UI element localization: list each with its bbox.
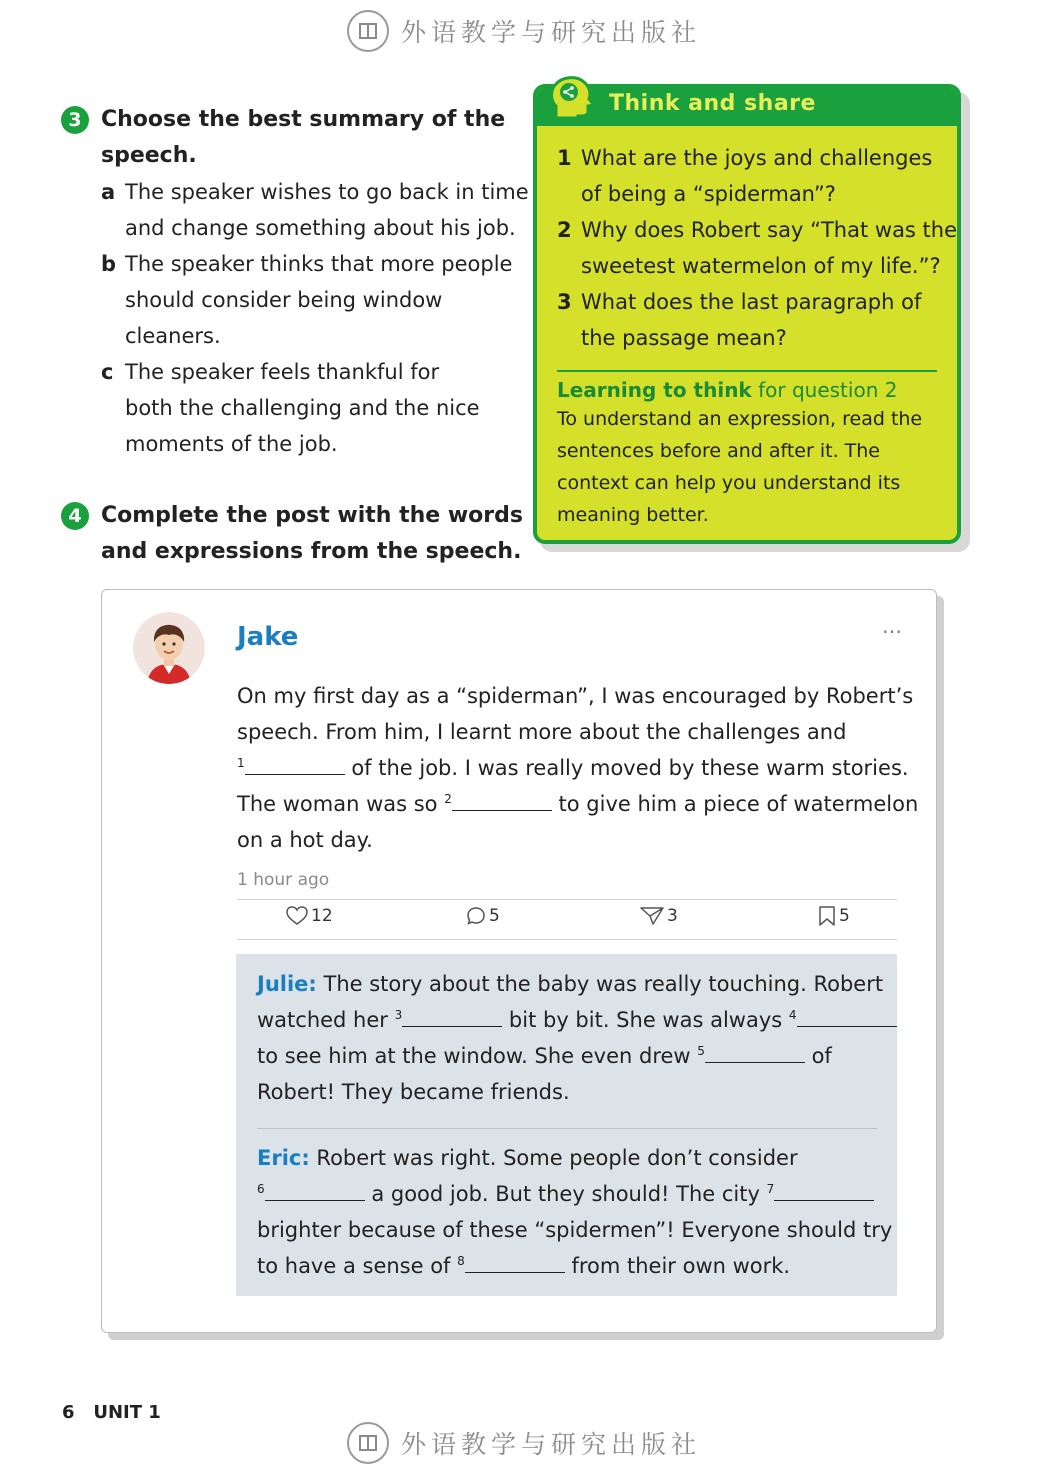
blank-2[interactable]: [452, 790, 552, 811]
stats-bottom-rule: [237, 939, 897, 940]
option-c-line2: both the challenging and the nice: [125, 396, 480, 420]
post-line-4-a: The woman was so: [237, 792, 445, 816]
post-line-3: [237, 750, 907, 786]
blank-8[interactable]: [465, 1252, 565, 1273]
julie-line-3: [257, 1038, 897, 1074]
eric-name[interactable]: Eric:: [257, 1146, 310, 1170]
eric-line-4-b: from their own work.: [564, 1254, 791, 1278]
share-count: 3: [667, 906, 678, 926]
julie-line-4: Robert! They became friends.: [257, 1080, 570, 1104]
option-a-line2: and change something about his job.: [125, 216, 516, 240]
blank-2-number: 2: [444, 792, 452, 806]
exercise-4-title-line1: Complete the post with the words: [101, 503, 523, 528]
eric-line-3: brighter because of these “spidermen”! Everyone should try: [257, 1218, 893, 1242]
jake-avatar[interactable]: [133, 612, 205, 684]
eric-line-1: [257, 1140, 897, 1176]
option-b-line2: should consider being window: [125, 288, 443, 312]
option-b-line1: The speaker thinks that more people: [125, 252, 513, 276]
bookmark-button[interactable]: [818, 906, 850, 926]
replies-panel: [236, 954, 897, 1296]
share-button[interactable]: [640, 906, 678, 926]
option-c-line1: The speaker feels thankful for: [125, 360, 440, 384]
eric-line-2: [257, 1176, 897, 1212]
exercise-4-badge: 4: [61, 502, 89, 530]
exercise-4-title-line2: and expressions from the speech.: [101, 539, 522, 564]
exercise-3-title-line1: Choose the best summary of the: [101, 107, 506, 132]
learning-to-think-title: [557, 378, 897, 402]
ts-question-3-line1: What does the last paragraph of: [581, 290, 922, 314]
post-line-4-b: to give him a piece of watermelon: [551, 792, 919, 816]
ts-question-2-line1: Why does Robert say “That was the: [581, 218, 958, 242]
julie-name[interactable]: Julie:: [257, 972, 317, 996]
julie-line-1: [257, 966, 897, 1002]
comment-button[interactable]: [466, 906, 500, 926]
ts-question-3-line2: the passage mean?: [581, 326, 787, 350]
learning-to-think-text: To understand an expression, read the sentences before and after it. The context can help you understand its meaning better.: [557, 408, 923, 526]
option-c-letter: c: [101, 360, 114, 384]
option-c-line3: moments of the job.: [125, 432, 338, 456]
blank-7-number: 7: [766, 1182, 775, 1196]
publisher-name: 外语教学与研究出版社: [400, 18, 701, 47]
publisher-name-bottom: 外语教学与研究出版社: [400, 1430, 701, 1459]
post-author-name[interactable]: Jake: [237, 622, 299, 652]
eric-line-2-a: a good job. But they should! The city: [364, 1182, 767, 1206]
think-share-box: [533, 84, 961, 544]
page-number: 6: [62, 1402, 75, 1423]
julie-line-2-a: watched her: [257, 1008, 395, 1032]
blank-4[interactable]: [797, 1006, 897, 1027]
heart-icon: [286, 906, 308, 926]
blank-6-number: 6: [257, 1182, 265, 1196]
exercise-3-badge: 3: [61, 106, 89, 134]
ts-question-1-line2: of being a “spiderman”?: [581, 182, 836, 206]
reply-divider: [257, 1128, 877, 1129]
ts-question-1-num: 1: [557, 146, 572, 170]
exercise-3-title-line2: speech.: [101, 143, 197, 168]
option-b-line3: cleaners.: [125, 324, 221, 348]
publisher-seal-icon-bottom: [347, 1422, 389, 1464]
julie-line-2-b: bit by bit. She was always: [502, 1008, 789, 1032]
ts-question-2-line2: sweetest watermelon of my life.”?: [581, 254, 941, 278]
bookmark-count: 5: [839, 906, 850, 926]
publisher-watermark-top: [0, 6, 1048, 56]
eric-line-4-a: to have a sense of: [257, 1254, 458, 1278]
unit-label: UNIT 1: [93, 1402, 161, 1423]
publisher-seal-icon: [347, 10, 389, 52]
julie-line-1-text: The story about the baby was really touching. Robert: [316, 972, 884, 996]
eric-line-1-text: Robert was right. Some people don’t consider: [309, 1146, 798, 1170]
blank-8-number: 8: [457, 1254, 465, 1268]
option-a-line1: The speaker wishes to go back in time: [125, 180, 529, 204]
learning-to-think-rest: for question 2: [751, 378, 898, 402]
blank-1[interactable]: [245, 754, 345, 775]
post-line-2: speech. From him, I learnt more about the challenges and: [237, 720, 847, 744]
post-line-3-text: of the job. I was really moved by these warm stories.: [344, 756, 909, 780]
blank-3-number: 3: [394, 1008, 403, 1022]
eric-line-4: [257, 1248, 897, 1284]
share-icon: [640, 906, 664, 926]
bookmark-icon: [818, 906, 836, 926]
blank-4-number: 4: [788, 1008, 797, 1022]
blank-5[interactable]: [705, 1042, 805, 1063]
julie-line-2: [257, 1002, 897, 1038]
stats-top-rule: [237, 899, 897, 900]
think-share-head-icon: [548, 72, 598, 122]
blank-1-number: 1: [237, 756, 245, 770]
post-timestamp: 1 hour ago: [237, 870, 330, 890]
comment-count: 5: [489, 906, 500, 926]
post-line-5: on a hot day.: [237, 828, 373, 852]
like-button[interactable]: [286, 906, 333, 926]
blank-7[interactable]: [774, 1180, 874, 1201]
blank-3[interactable]: [402, 1006, 502, 1027]
post-line-4: [237, 786, 919, 822]
more-options-icon[interactable]: …: [882, 614, 903, 638]
post-line-1: On my first day as a “spiderman”, I was encouraged by Robert’s: [237, 684, 914, 708]
blank-5-number: 5: [697, 1044, 705, 1058]
learning-to-think-bold: Learning to think: [557, 378, 752, 402]
option-a-letter: a: [101, 180, 116, 204]
like-count: 12: [311, 906, 333, 926]
blank-6[interactable]: [265, 1180, 365, 1201]
think-share-divider: [557, 370, 937, 372]
option-b-letter: b: [101, 252, 117, 276]
comment-icon: [466, 906, 486, 926]
julie-line-3-b: of: [804, 1044, 832, 1068]
think-share-title: Think and share: [609, 91, 816, 116]
ts-question-3-num: 3: [557, 290, 572, 314]
ts-question-2-num: 2: [557, 218, 572, 242]
ts-question-1-line1: What are the joys and challenges: [581, 146, 933, 170]
julie-line-3-a: to see him at the window. She even drew: [257, 1044, 698, 1068]
publisher-watermark-bottom: [0, 1418, 1048, 1468]
